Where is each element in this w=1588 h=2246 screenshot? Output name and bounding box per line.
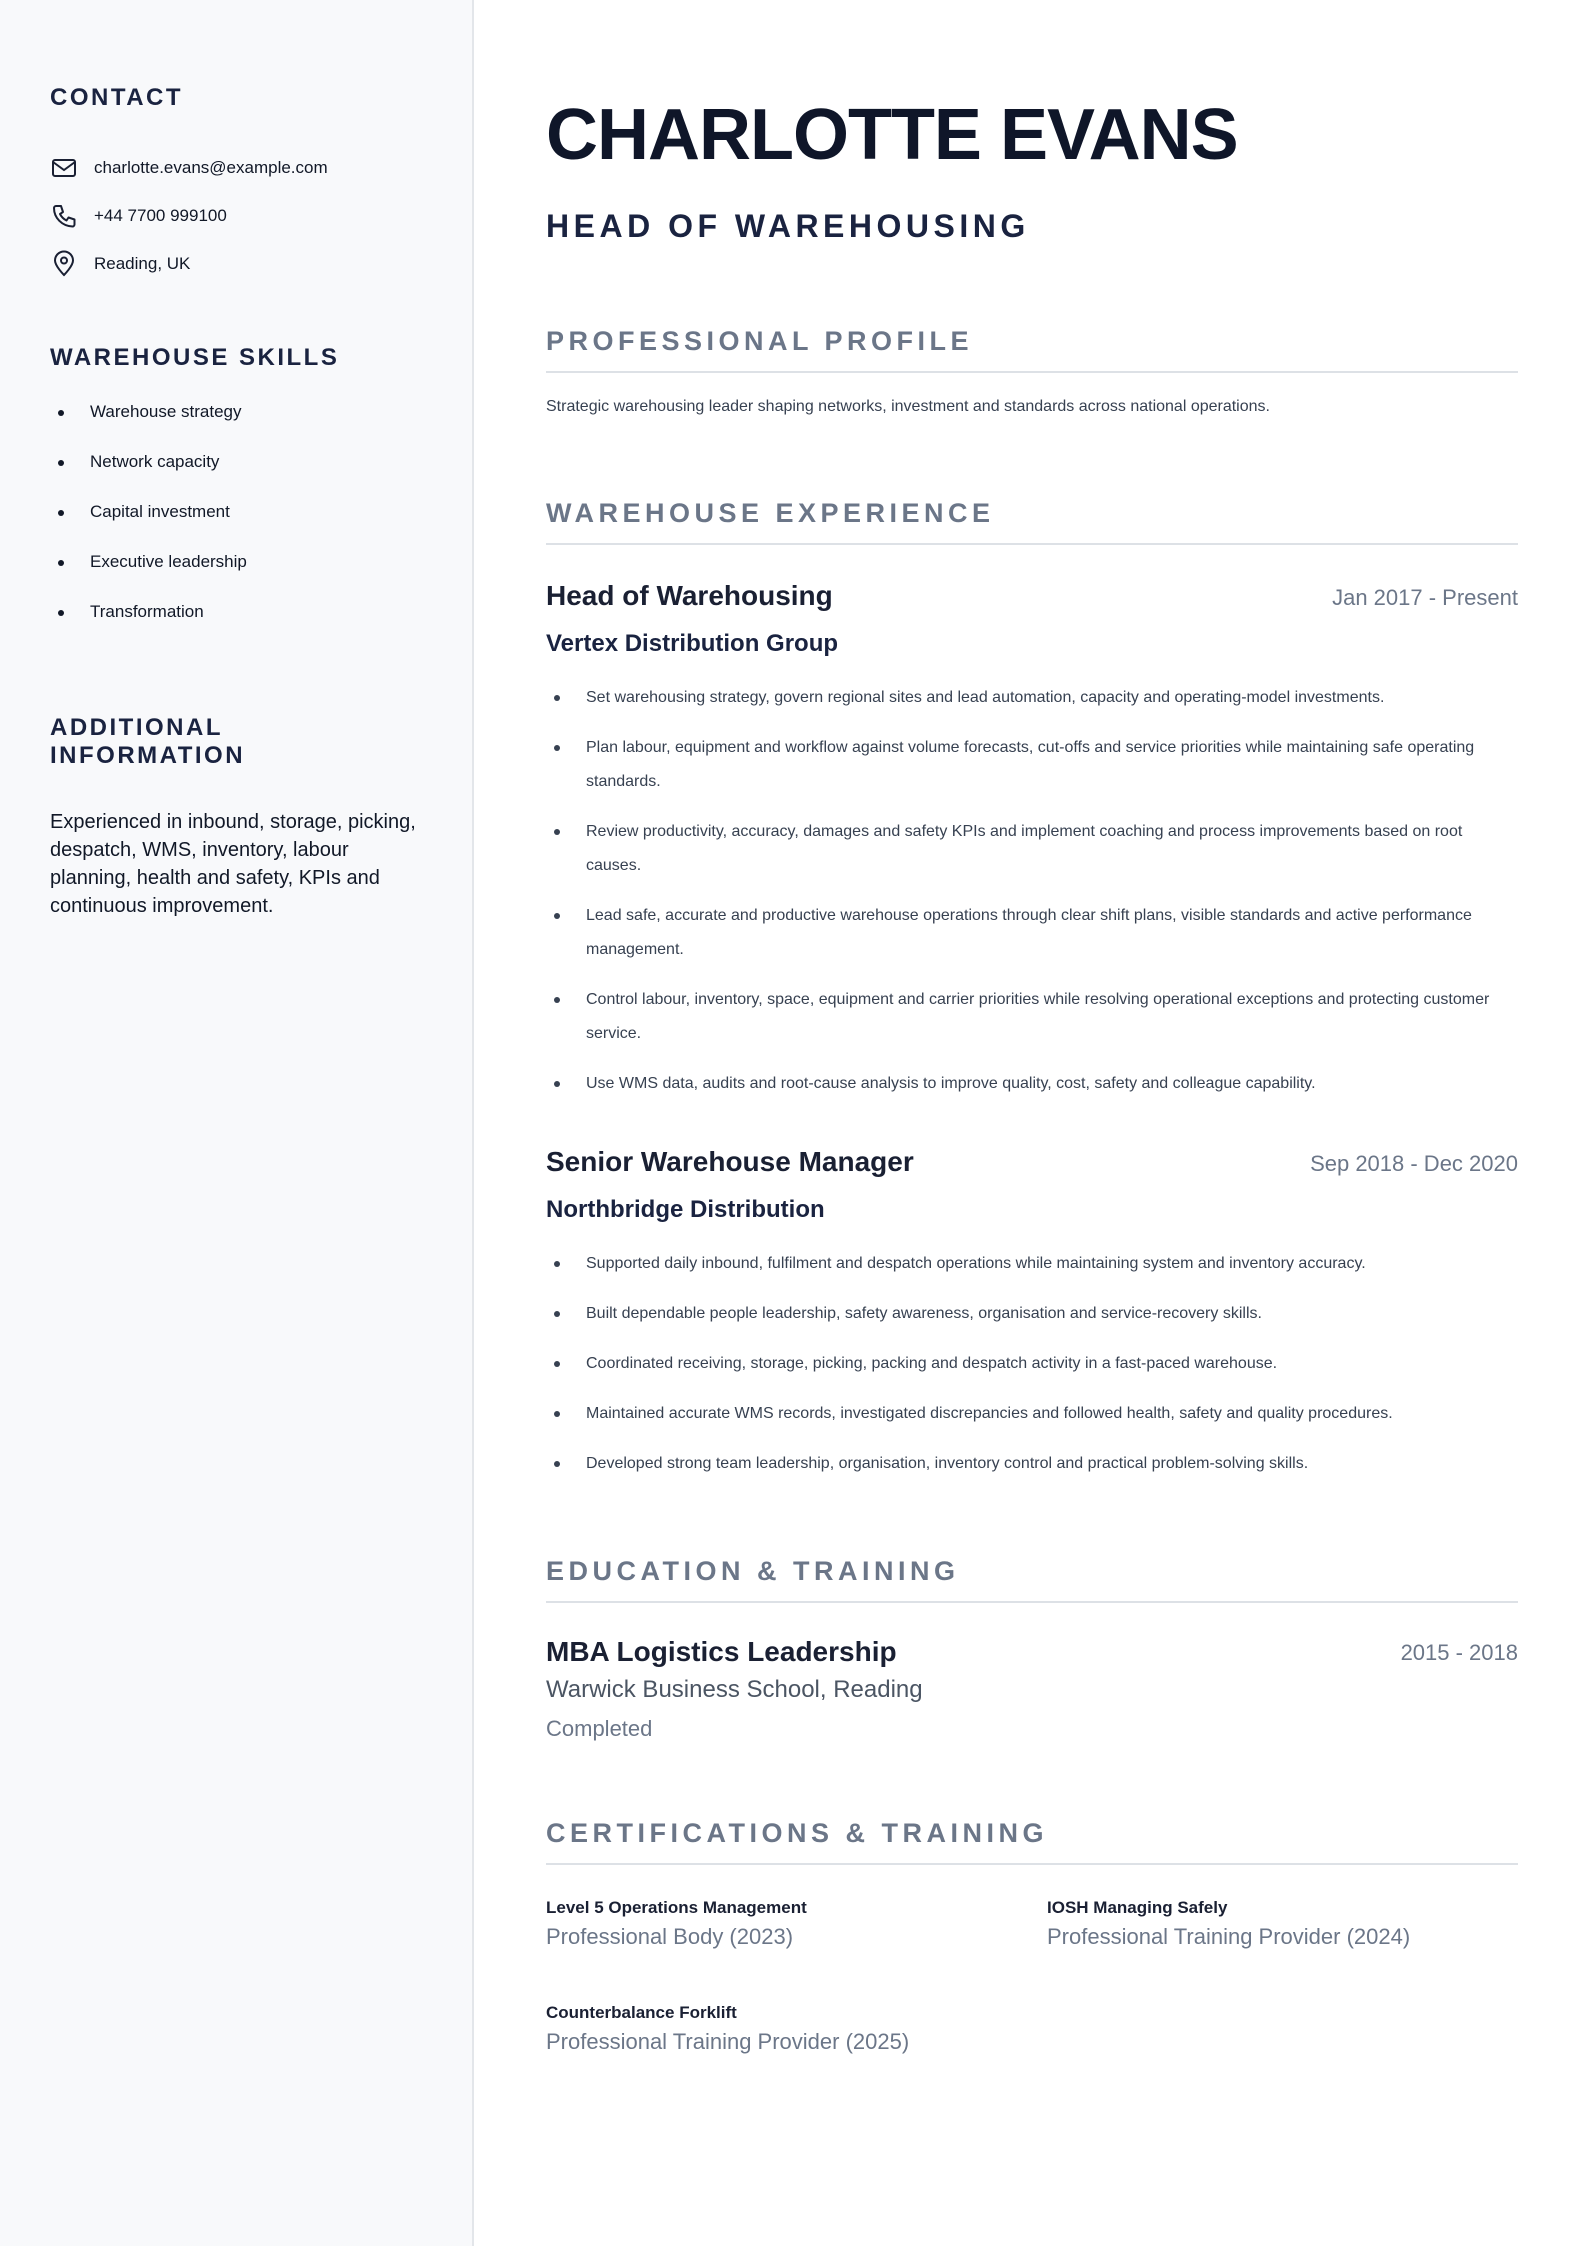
main-content (476, 0, 1588, 2246)
job-bullets (546, 1247, 1518, 1497)
certifications-heading: CERTIFICATIONS & TRAINING (546, 1818, 1518, 1865)
certification-issuer: Professional Training Provider (2025) (546, 2029, 910, 2054)
certification-name: IOSH Managing Safely (1047, 1898, 1228, 1917)
job-bullet: Lead safe, accurate and productive warehouse operations through clear shift plans, visible standards and active performance management. (546, 899, 1518, 967)
job-bullet: Built dependable people leadership, safety awareness, organisation and service-recovery skills. (546, 1297, 1518, 1331)
education-status: Completed (546, 1716, 653, 1741)
skills-heading: WAREHOUSE SKILLS (50, 344, 340, 371)
additional-info-heading: ADDITIONAL INFORMATION (50, 714, 246, 769)
experience-heading: WAREHOUSE EXPERIENCE (546, 498, 1518, 545)
skill-item: Transformation (50, 600, 422, 650)
profile-text: Strategic warehousing leader shaping networks, investment and standards across national operations. (546, 398, 1270, 415)
job-bullet: Maintained accurate WMS records, investigated discrepancies and followed health, safety and quality procedures. (546, 1397, 1518, 1431)
skill-item: Network capacity (50, 450, 422, 500)
job-dates: Sep 2018 - Dec 2020 (1310, 1151, 1518, 1176)
certification-item (546, 2003, 909, 2055)
phone-icon (50, 202, 78, 230)
job-title: Head of Warehousing (546, 580, 833, 611)
job-bullets (546, 681, 1518, 1117)
job-company: Vertex Distribution Group (546, 630, 839, 657)
contact-email-row[interactable] (50, 144, 422, 192)
job-bullet: Supported daily inbound, fulfilment and despatch operations while maintaining system and inventory accuracy. (546, 1247, 1518, 1281)
certification-issuer: Professional Training Provider (2024) (1047, 1924, 1411, 1949)
education-dates: 2015 - 2018 (1400, 1640, 1518, 1665)
contact-phone-row[interactable] (50, 192, 422, 240)
mail-icon (50, 154, 78, 182)
job-company: Northbridge Distribution (546, 1196, 825, 1223)
certification-name: Counterbalance Forklift (546, 2003, 737, 2022)
certification-name: Level 5 Operations Management (546, 1898, 807, 1917)
profile-heading: PROFESSIONAL PROFILE (546, 326, 1518, 373)
job-bullet: Control labour, inventory, space, equipment and carrier priorities while resolving operational exceptions and protecting customer service. (546, 983, 1518, 1051)
certification-issuer: Professional Body (2023) (546, 1924, 794, 1949)
certification-item (546, 1898, 807, 1950)
candidate-name: CHARLOTTE EVANS (546, 95, 1238, 175)
location-pin-icon (50, 250, 78, 278)
education-degree: MBA Logistics Leadership (546, 1636, 897, 1667)
job-bullet: Review productivity, accuracy, damages and safety KPIs and implement coaching and process improvements based on root causes. (546, 815, 1518, 883)
education-heading: EDUCATION & TRAINING (546, 1556, 1518, 1603)
skill-item: Executive leadership (50, 550, 422, 600)
education-school: Warwick Business School, Reading (546, 1676, 923, 1703)
contact-email[interactable]: charlotte.evans@example.com (94, 158, 328, 177)
contact-list (50, 144, 422, 288)
job-bullet: Developed strong team leadership, organisation, inventory control and practical problem-solving skills. (546, 1447, 1518, 1481)
skill-item: Warehouse strategy (50, 400, 422, 450)
job-bullet: Set warehousing strategy, govern regional sites and lead automation, capacity and operating-model investments. (546, 681, 1518, 715)
candidate-title: HEAD OF WAREHOUSING (546, 208, 1030, 244)
job-bullet: Use WMS data, audits and root-cause analysis to improve quality, cost, safety and colleague capability. (546, 1067, 1518, 1101)
contact-phone[interactable]: +44 7700 999100 (94, 206, 227, 225)
job-dates: Jan 2017 - Present (1332, 585, 1518, 610)
skills-list (50, 400, 422, 650)
contact-heading: CONTACT (50, 84, 184, 111)
contact-location: Reading, UK (94, 254, 191, 273)
additional-info-text: Experienced in inbound, storage, picking, despatch, WMS, inventory, labour planning, health and safety, KPIs and continuous improvement. (50, 811, 416, 917)
job-bullet: Coordinated receiving, storage, picking, packing and despatch activity in a fast-paced warehouse. (546, 1347, 1518, 1381)
skill-item: Capital investment (50, 500, 422, 550)
certification-item (1047, 1898, 1410, 1950)
job-title: Senior Warehouse Manager (546, 1146, 914, 1177)
job-bullet: Plan labour, equipment and workflow against volume forecasts, cut-offs and service priorities while maintaining safe operating standards. (546, 731, 1518, 799)
contact-location-row (50, 240, 422, 288)
sidebar (0, 0, 474, 2246)
